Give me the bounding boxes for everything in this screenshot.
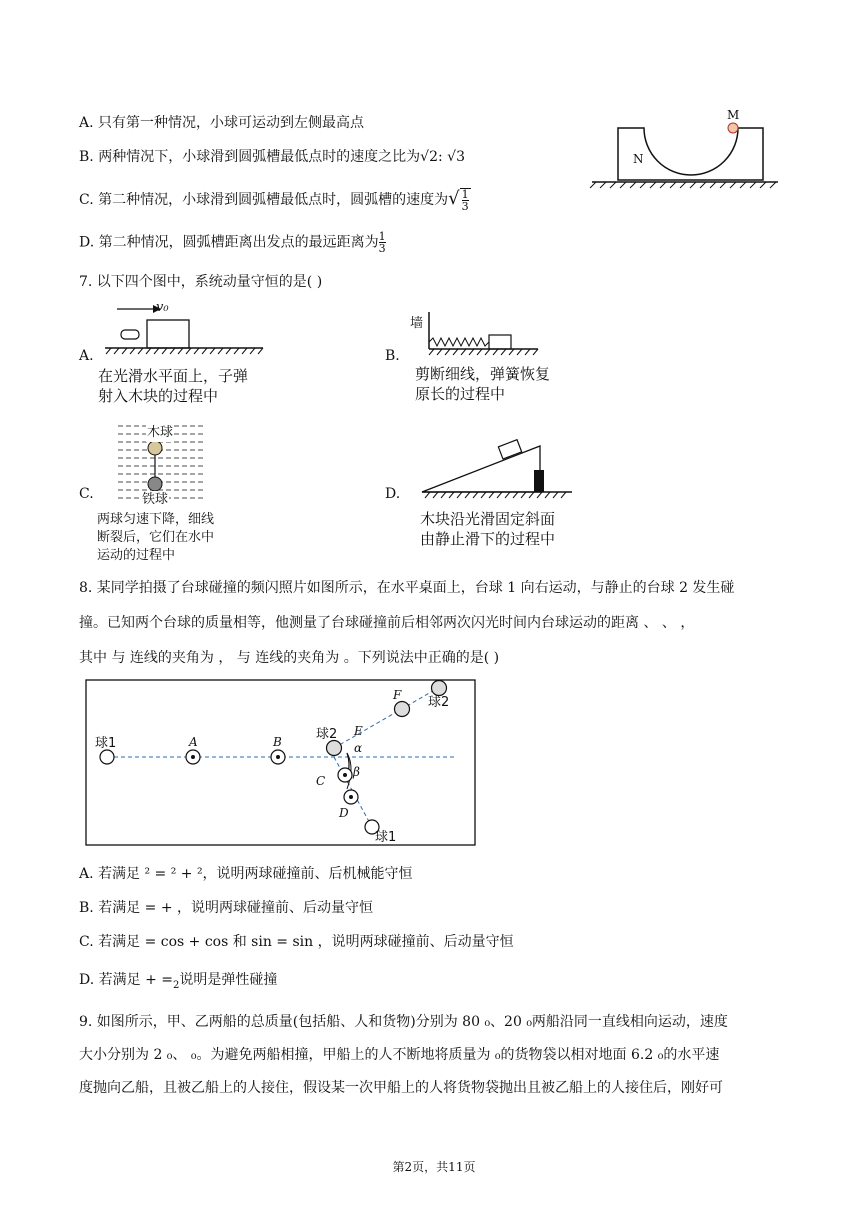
q8-option-d-end: 说明是弹性碰撞 bbox=[179, 972, 278, 988]
q8-option-b: B. 若满足 = + ，说明两球碰撞前、后动量守恒 bbox=[79, 900, 373, 916]
q8-label-c: C bbox=[316, 774, 326, 788]
q8-label-alpha: α bbox=[354, 741, 363, 755]
q8-option-d-text: D. 若满足 + = bbox=[79, 972, 173, 988]
q8-label-d: D bbox=[339, 806, 349, 820]
q6-c-frac-num: 1 bbox=[461, 188, 469, 201]
q7-b-spring-figure bbox=[420, 312, 540, 362]
q7-d-caption-1: 木块沿光滑固定斜面 bbox=[420, 510, 556, 528]
q7-a-caption-2: 射入木块的过程中 bbox=[98, 387, 219, 405]
q6-label-n: N bbox=[633, 152, 644, 166]
q8-label-ball2-top: 球2 bbox=[428, 695, 450, 710]
q6-d-frac-num: 1 bbox=[378, 230, 386, 243]
q7-a-caption-1: 在光滑水平面上，子弹 bbox=[98, 367, 249, 385]
q8-label-e: E bbox=[354, 724, 363, 738]
q7-stem: 7. 以下四个图中，系统动量守恒的是( ) bbox=[79, 274, 323, 290]
page-footer: 第2页，共11页 bbox=[392, 1160, 476, 1174]
q9-line-1: 9. 如图所示，甲、乙两船的总质量(包括船、人和货物)分别为 80 ₀、20 ₀两船沿同一直线相向运动，速度 bbox=[79, 1014, 728, 1030]
q8-label-ball1-left: 球1 bbox=[95, 736, 117, 751]
q8-line-1: 8. 某同学拍摄了台球碰撞的频闪照片如图所示，在水平桌面上，台球 1 向右运动，与静止的台球 2 发生碰 bbox=[79, 580, 735, 596]
q7-b-wall-label: 墙 bbox=[410, 316, 424, 331]
q8-label-a: A bbox=[189, 735, 198, 749]
q7-c-caption-1: 两球匀速下降，细线 bbox=[97, 512, 215, 527]
q6-option-c-text: C. 第二种情况，小球滑到圆弧槽最低点时，圆弧槽的速度为 bbox=[79, 192, 449, 208]
q8-label-beta: β bbox=[353, 765, 360, 779]
q7-d-incline-figure bbox=[400, 430, 575, 502]
q8-option-d-sub: 2 bbox=[173, 979, 180, 991]
q7-d-letter: D. bbox=[385, 486, 401, 502]
q6-d-frac-den: 3 bbox=[378, 242, 386, 255]
q9-line-3: 度抛向乙船，且被乙船上的人接住，假设某一次甲船上的人将货物袋抛出且被乙船上的人接住后，刚好可 bbox=[79, 1080, 723, 1096]
q7-c-letter: C. bbox=[79, 486, 94, 502]
q7-c-wood-label: 木球 bbox=[147, 425, 174, 440]
q6-c-frac-den: 3 bbox=[461, 200, 469, 213]
q9-line-2: 大小分别为 2 ₀、 ₀。为避免两船相撞，甲船上的人不断地将质量为 ₀的货物袋以相对地面 6.2 ₀的水平速 bbox=[79, 1047, 720, 1063]
q8-label-b: B bbox=[273, 735, 282, 749]
q8-collision-figure bbox=[85, 679, 477, 847]
q8-label-ball2-mid: 球2 bbox=[316, 727, 338, 742]
q6-label-m: M bbox=[727, 108, 740, 122]
q8-line-2: 撞。已知两个台球的质量相等，他测量了台球碰撞前后相邻两次闪光时间内台球运动的距离 、 、 ， bbox=[79, 615, 695, 631]
q8-option-a: A. 若满足 ² = ² + ²，说明两球碰撞前、后机械能守恒 bbox=[79, 866, 413, 882]
q7-b-letter: B. bbox=[385, 348, 400, 364]
q8-option-d bbox=[79, 970, 277, 996]
q8-line-3: 其中 与 连线的夹角为 ， 与 连线的夹角为 。下列说法中正确的是( ) bbox=[79, 650, 500, 666]
q6-option-d bbox=[79, 231, 386, 254]
q7-c-caption-2: 断裂后，它们在水中 bbox=[97, 530, 215, 545]
q7-b-caption-1: 剪断细线，弹簧恢复 bbox=[415, 365, 551, 383]
q6-option-b: B. 两种情况下，小球滑到圆弧槽最低点时的速度之比为√2: √3 bbox=[79, 149, 466, 165]
q7-a-v0-label: v₀ bbox=[156, 300, 169, 315]
q7-a-bullet-figure bbox=[105, 300, 265, 360]
q7-c-caption-3: 运动的过程中 bbox=[97, 548, 176, 563]
q6-option-c: C. 第二种情况，小球滑到圆弧槽最低点时，圆弧槽的速度为√ $\frac{1}{3}$ bbox=[79, 188, 469, 213]
q7-c-iron-label: 铁球 bbox=[142, 492, 169, 507]
q8-label-f: F bbox=[393, 688, 402, 702]
q7-b-caption-2: 原长的过程中 bbox=[415, 385, 506, 403]
q8-label-ball1-bottom: 球1 bbox=[375, 830, 397, 845]
q6-groove-figure bbox=[590, 110, 780, 190]
q7-d-caption-2: 由静止滑下的过程中 bbox=[420, 530, 556, 548]
q6-option-a: A. 只有第一种情况，小球可运动到左侧最高点 bbox=[79, 115, 365, 131]
q8-option-c: C. 若满足 = cos + cos 和 sin = sin ，说明两球碰撞前、后动量守恒 bbox=[79, 934, 514, 950]
q6-option-d-text: D. 第二种情况，圆弧槽距离出发点的最远距离为 bbox=[79, 234, 379, 251]
q7-a-letter: A. bbox=[79, 348, 94, 364]
